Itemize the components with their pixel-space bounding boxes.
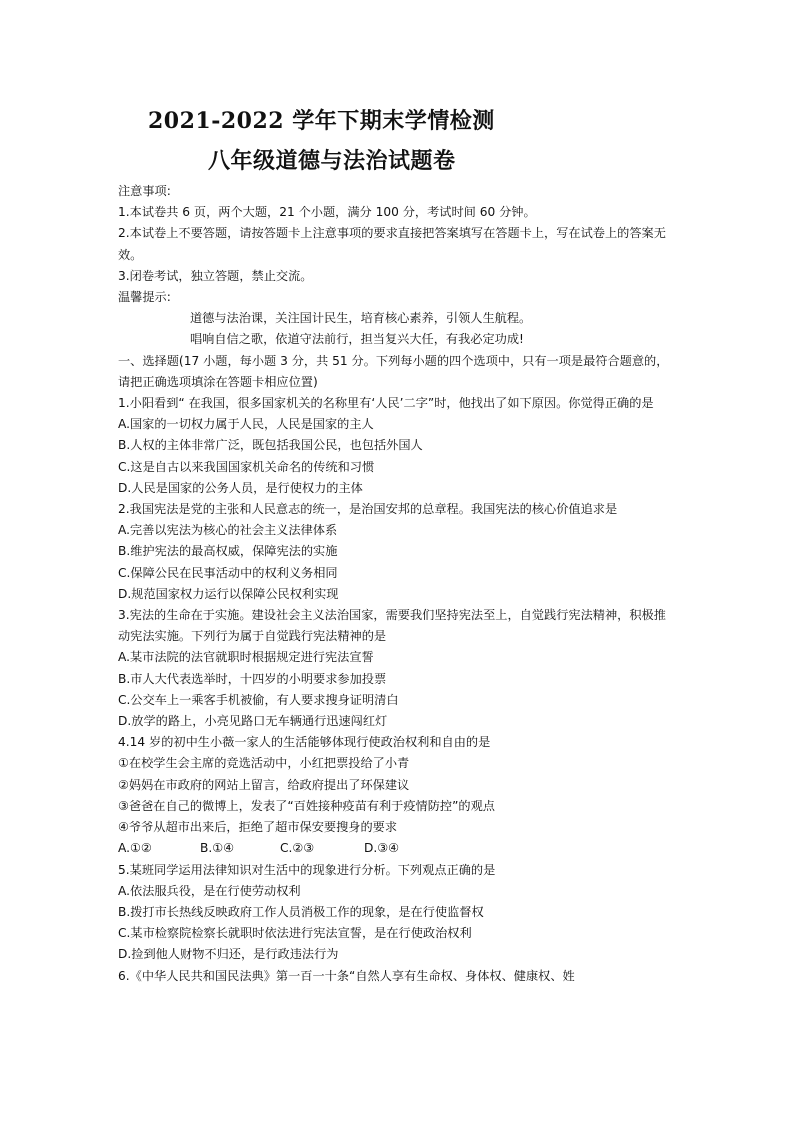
- answer-option: D.人民是国家的公务人员，是行使权力的主体: [118, 480, 363, 495]
- inline-options: [118, 838, 678, 859]
- question-stem: 3.宪法的生命在于实施。建设社会主义法治国家，需要我们坚持宪法至上，自觉践行宪法精神，积极推动宪法实施。下列行为属于自觉践行宪法精神的是: [118, 608, 666, 644]
- statement-item: ②妈妈在市政府的网站上留言，给政府提出了环保建议: [118, 777, 410, 792]
- question-stem: 4.14 岁的初中生小薇一家人的生活能够体现行使政治权利和自由的是: [118, 735, 491, 750]
- answer-option: B.①④: [200, 841, 235, 856]
- answer-option: D.③④: [364, 841, 400, 856]
- statement-item: ①在校学生会主席的竞选活动中，小红把票投给了小青: [118, 756, 410, 771]
- answer-option: A.完善以宪法为核心的社会主义法律体系: [118, 523, 338, 538]
- answer-option: B.拨打市长热线反映政府工作人员消极工作的现象，是在行使监督权: [118, 904, 484, 919]
- note-item: 2.本试卷上不要答题，请按答题卡上注意事项的要求直接把答案填写在答题卡上，写在试卷上的答案无效。: [118, 226, 666, 262]
- exam-subtitle: 八年级道德与法治试题卷: [208, 148, 456, 174]
- answer-option: D.规范国家权力运行以保障公民权利实现: [118, 586, 339, 601]
- exam-title: 2021-2022 学年下期末学情检测: [148, 108, 495, 134]
- statement-item: ④爷爷从超市出来后，拒绝了超市保安要搜身的要求: [118, 820, 398, 835]
- answer-option: A.国家的一切权力属于人民，人民是国家的主人: [118, 417, 374, 432]
- note-item: 1.本试卷共 6 页，两个大题，21 个小题，满分 100 分，考试时间 60 分钟。: [118, 205, 536, 220]
- question-stem: 2.我国宪法是党的主张和人民意志的统一，是治国安邦的总章程。我国宪法的核心价值追求是: [118, 502, 618, 517]
- question-stem: 5.某班同学运用法律知识对生活中的现象进行分析。下列观点正确的是: [118, 862, 496, 877]
- answer-option: A.某市法院的法官就职时根据规定进行宪法宣誓: [118, 650, 374, 665]
- tip-line: 道德与法治课，关注国计民生，培育核心素养，引领人生航程。: [190, 311, 532, 326]
- tips-heading: 温馨提示:: [118, 290, 171, 305]
- exam-body: [118, 181, 678, 987]
- answer-option: C.②③: [280, 841, 315, 856]
- answer-option: D.捡到他人财物不归还，是行政违法行为: [118, 947, 339, 962]
- answer-option: B.维护宪法的最高权威，保障宪法的实施: [118, 544, 338, 559]
- notes-heading: 注意事项:: [118, 184, 171, 198]
- note-item: 3.闭卷考试，独立答题，禁止交流。: [118, 268, 313, 283]
- question-stem: 6.《中华人民共和国民法典》第一百一十条“自然人享有生命权、身体权、健康权、姓: [118, 968, 575, 983]
- answer-option: C.保障公民在民事活动中的权利义务相同: [118, 565, 338, 580]
- answer-option: A.依法服兵役，是在行使劳动权利: [118, 883, 301, 898]
- question-stem: 1.小阳看到“ 在我国，很多国家机关的名称里有‘人民’二字”时，他找出了如下原因。你觉得正确的是: [118, 396, 654, 411]
- tip-line: 唱响自信之歌，依道守法前行，担当复兴大任，有我必定功成!: [190, 332, 524, 347]
- section-intro: 一、选择题(17 小题，每小题 3 分，共 51 分。下列每小题的四个选项中，只有一项是最符合题意的，请把正确选项填涂在答题卡相应位置): [118, 353, 669, 389]
- answer-option: C.某市检察院检察长就职时依法进行宪法宣誓，是在行使政治权利: [118, 926, 472, 941]
- answer-option: C.公交车上一乘客手机被偷，有人要求搜身证明清白: [118, 692, 399, 707]
- answer-option: D.放学的路上，小亮见路口无车辆通行迅速闯红灯: [118, 714, 388, 729]
- answer-option: B.人权的主体非常广泛，既包括我国公民，也包括外国人: [118, 438, 423, 453]
- answer-option: A.①②: [118, 841, 152, 856]
- statement-item: ③爸爸在自己的微博上，发表了“百姓接种疫苗有利于疫情防控”的观点: [118, 798, 495, 813]
- answer-option: C.这是自古以来我国国家机关命名的传统和习惯: [118, 459, 375, 474]
- answer-option: B.市人大代表选举时，十四岁的小明要求参加投票: [118, 671, 387, 686]
